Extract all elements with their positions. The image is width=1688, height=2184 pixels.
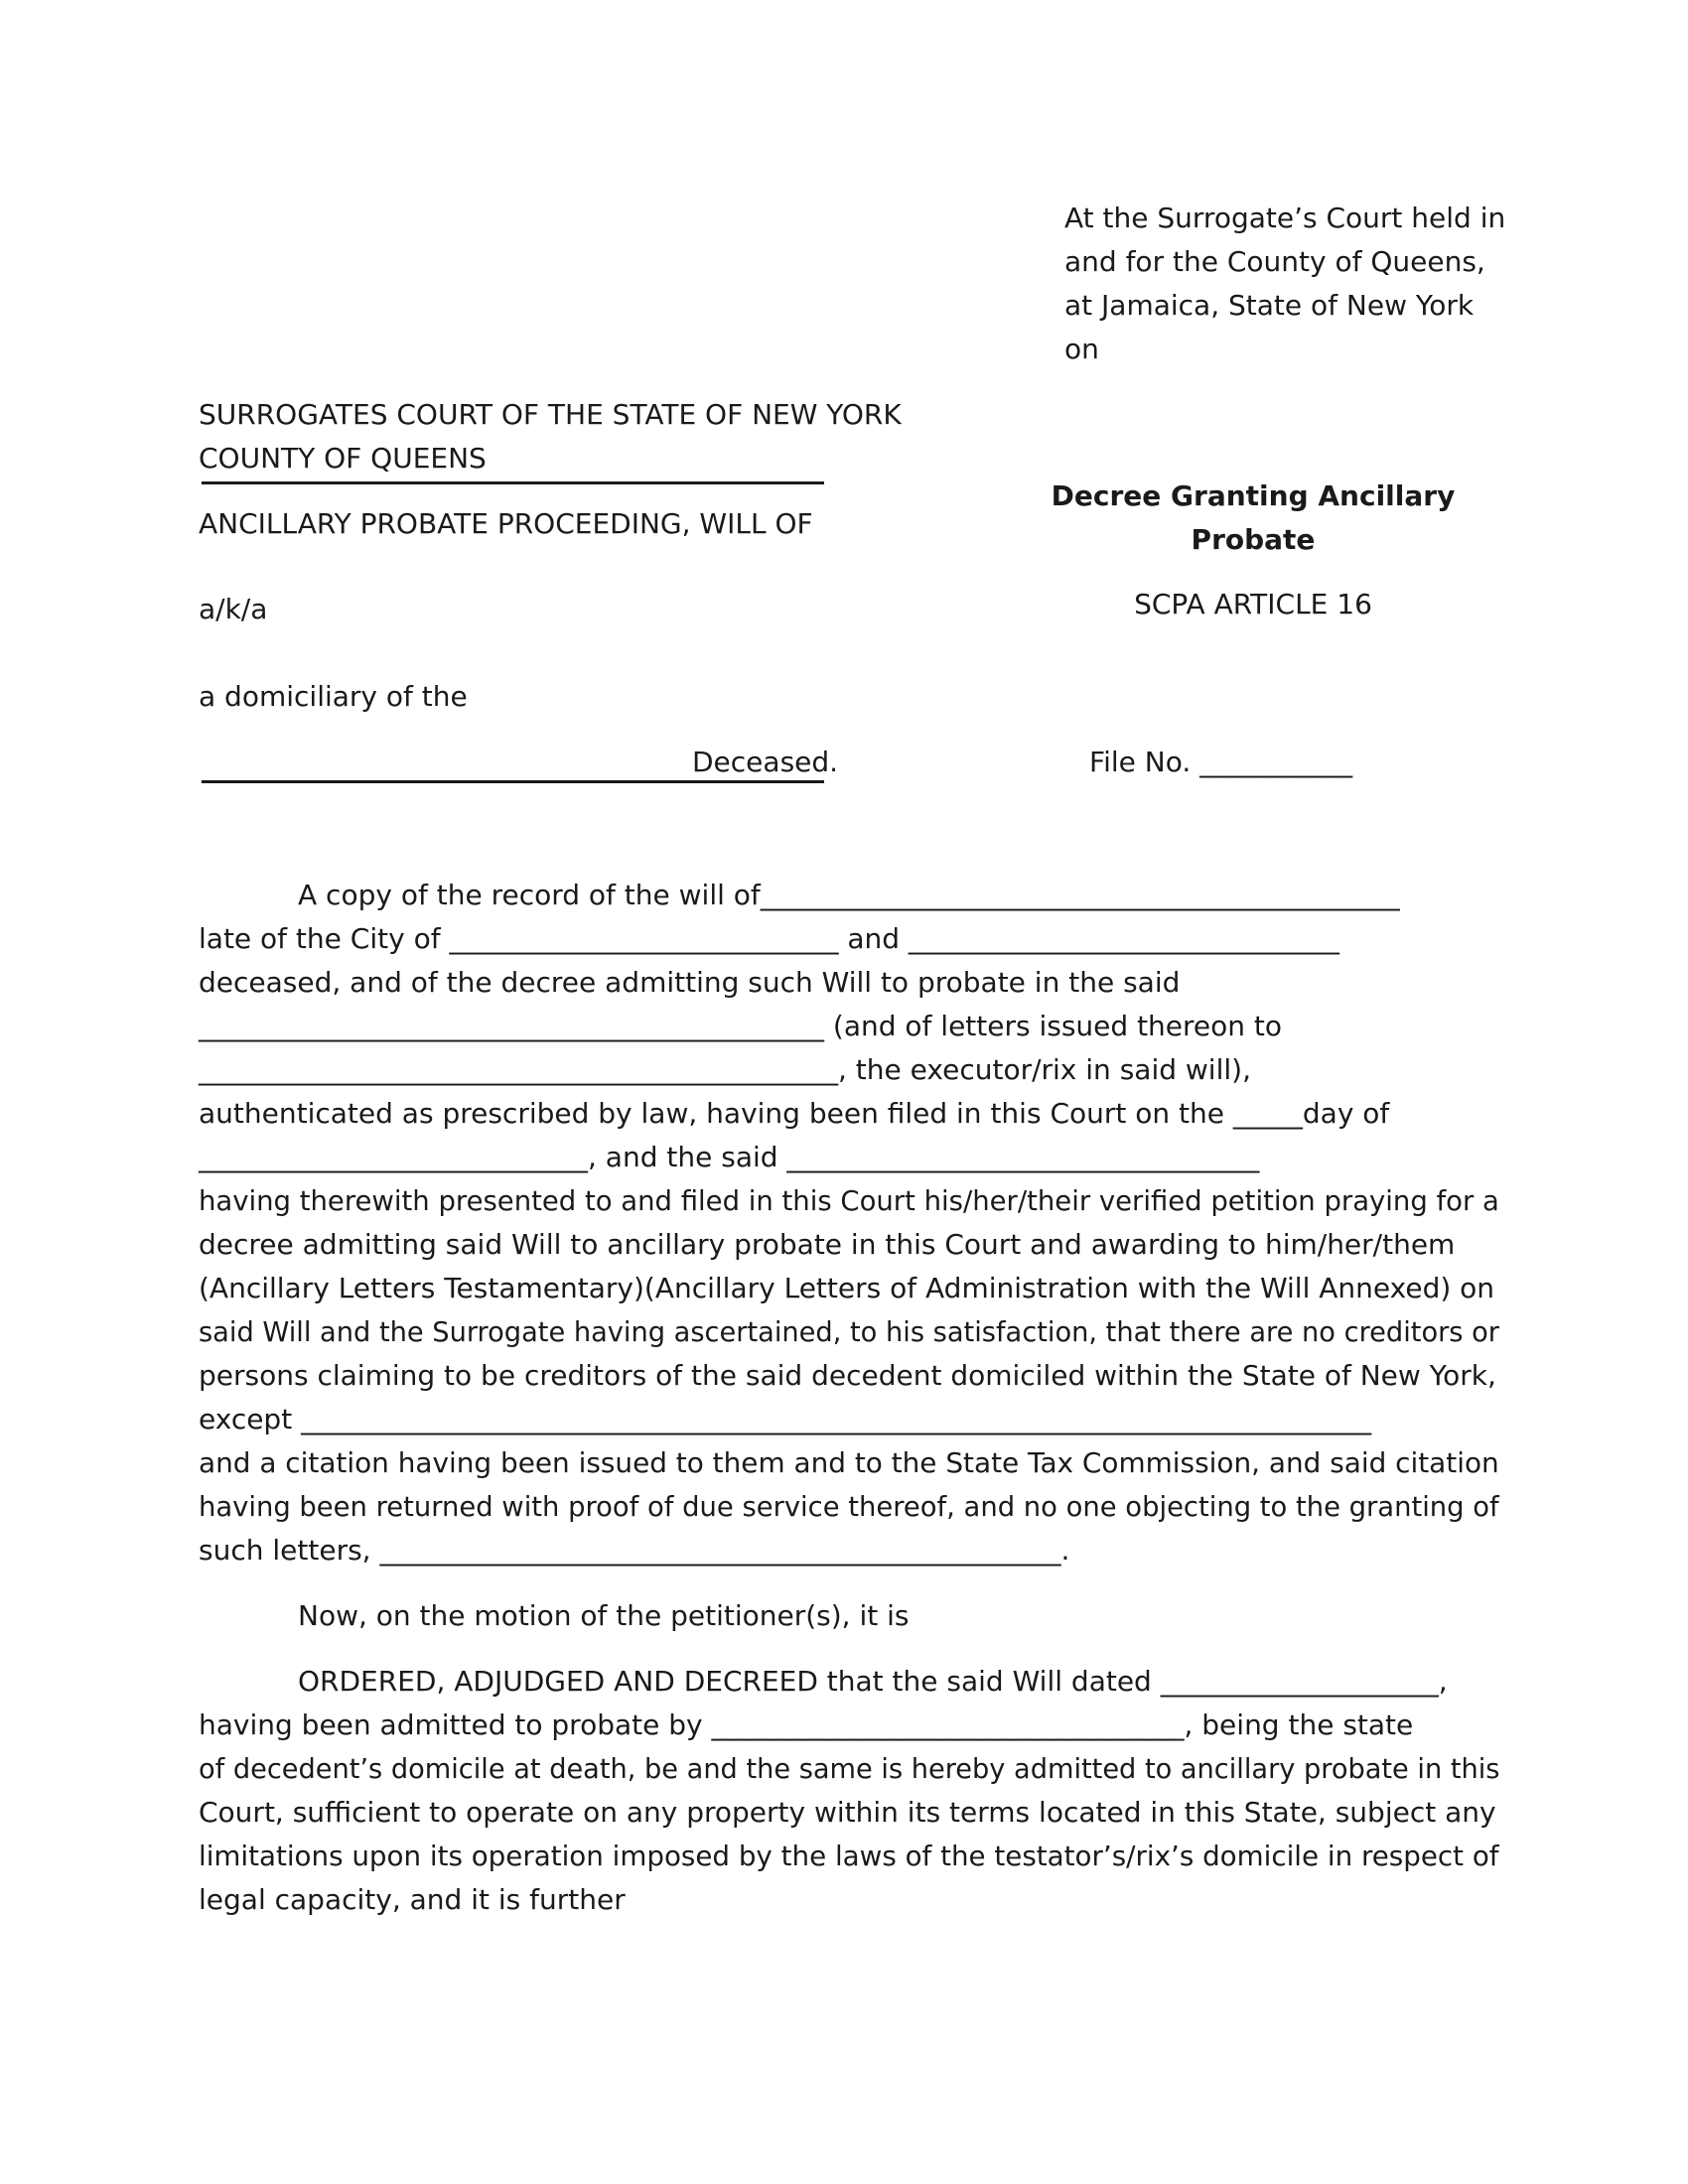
body-line: authenticated as prescribed by law, having been filed in this Court on the _____day of: [199, 1097, 1390, 1130]
body-line: said Will and the Surrogate having ascertained, to his satisfaction, that there are no creditors or: [199, 1315, 1500, 1348]
body-line: except _____________________________________________________________________________: [199, 1403, 1372, 1435]
body-line: having therewith presented to and filed in this Court his/her/their verified petition praying for a: [199, 1184, 1499, 1217]
caption-divider-top: [202, 481, 824, 484]
domiciliary-label: a domiciliary of the: [199, 680, 468, 713]
decree-line: Court, sufficient to operate on any property within its terms located in this State, subject any: [199, 1796, 1496, 1829]
body-line: A copy of the record of the will of______________________________________________: [298, 879, 1400, 911]
document-title: Decree Granting Ancillary Probate: [1051, 479, 1456, 556]
body-line: decree admitting said Will to ancillary probate in this Court and awarding to him/her/them: [199, 1228, 1456, 1261]
body-line: persons claiming to be creditors of the said decedent domiciled within the State of New York,: [199, 1359, 1496, 1392]
court-held-block: [1064, 197, 1505, 371]
body-line: such letters, _________________________________________________.: [199, 1534, 1070, 1567]
court-held-line: and for the County of Queens,: [1064, 245, 1485, 278]
body-line: deceased, and of the decree admitting such Will to probate in the said: [199, 966, 1181, 999]
body-line: ____________________________, and the said __________________________________: [199, 1141, 1260, 1173]
county-name: COUNTY OF QUEENS: [199, 442, 487, 475]
body-line: having been returned with proof of due service thereof, and no one objecting to the granting of: [199, 1490, 1499, 1523]
file-number: File No. ___________: [1089, 746, 1353, 778]
body-line: _____________________________________________ (and of letters issued thereon to: [199, 1010, 1283, 1042]
caption-divider-bottom: [202, 780, 824, 783]
body-line: (Ancillary Letters Testamentary)(Ancillary Letters of Administration with the Will Annexed) on: [199, 1272, 1495, 1304]
decree-line: of decedent’s domicile at death, be and the same is hereby admitted to ancillary probate in this: [199, 1752, 1500, 1785]
scpa-article: SCPA ARTICLE 16: [1134, 588, 1372, 620]
proceeding-title: ANCILLARY PROBATE PROCEEDING, WILL OF: [199, 507, 813, 540]
court-name: SURROGATES COURT OF THE STATE OF NEW YORK: [199, 398, 902, 431]
decree-line: legal capacity, and it is further: [199, 1883, 626, 1916]
decree-line: having been admitted to probate by __________________________________, being the state: [199, 1708, 1414, 1741]
body-line: late of the City of ____________________________ and _______________________________: [199, 922, 1339, 955]
aka-label: a/k/a: [199, 593, 268, 625]
body-line: and a citation having been issued to them and to the State Tax Commission, and said citation: [199, 1446, 1499, 1479]
motion-line: Now, on the motion of the petitioner(s), it is: [298, 1599, 910, 1632]
decree-line: limitations upon its operation imposed by the laws of the testator’s/rix’s domicile in respect of: [199, 1840, 1499, 1872]
court-held-line: At the Surrogate’s Court held in: [1064, 202, 1506, 234]
court-held-line: on: [1064, 333, 1099, 365]
decree-line: ORDERED, ADJUDGED AND DECREED that the said Will dated ____________________,: [298, 1665, 1448, 1698]
court-held-line: at Jamaica, State of New York: [1064, 289, 1475, 322]
deceased-label: Deceased.: [692, 746, 839, 778]
body-line: ______________________________________________, the executor/rix in said will),: [199, 1053, 1251, 1086]
